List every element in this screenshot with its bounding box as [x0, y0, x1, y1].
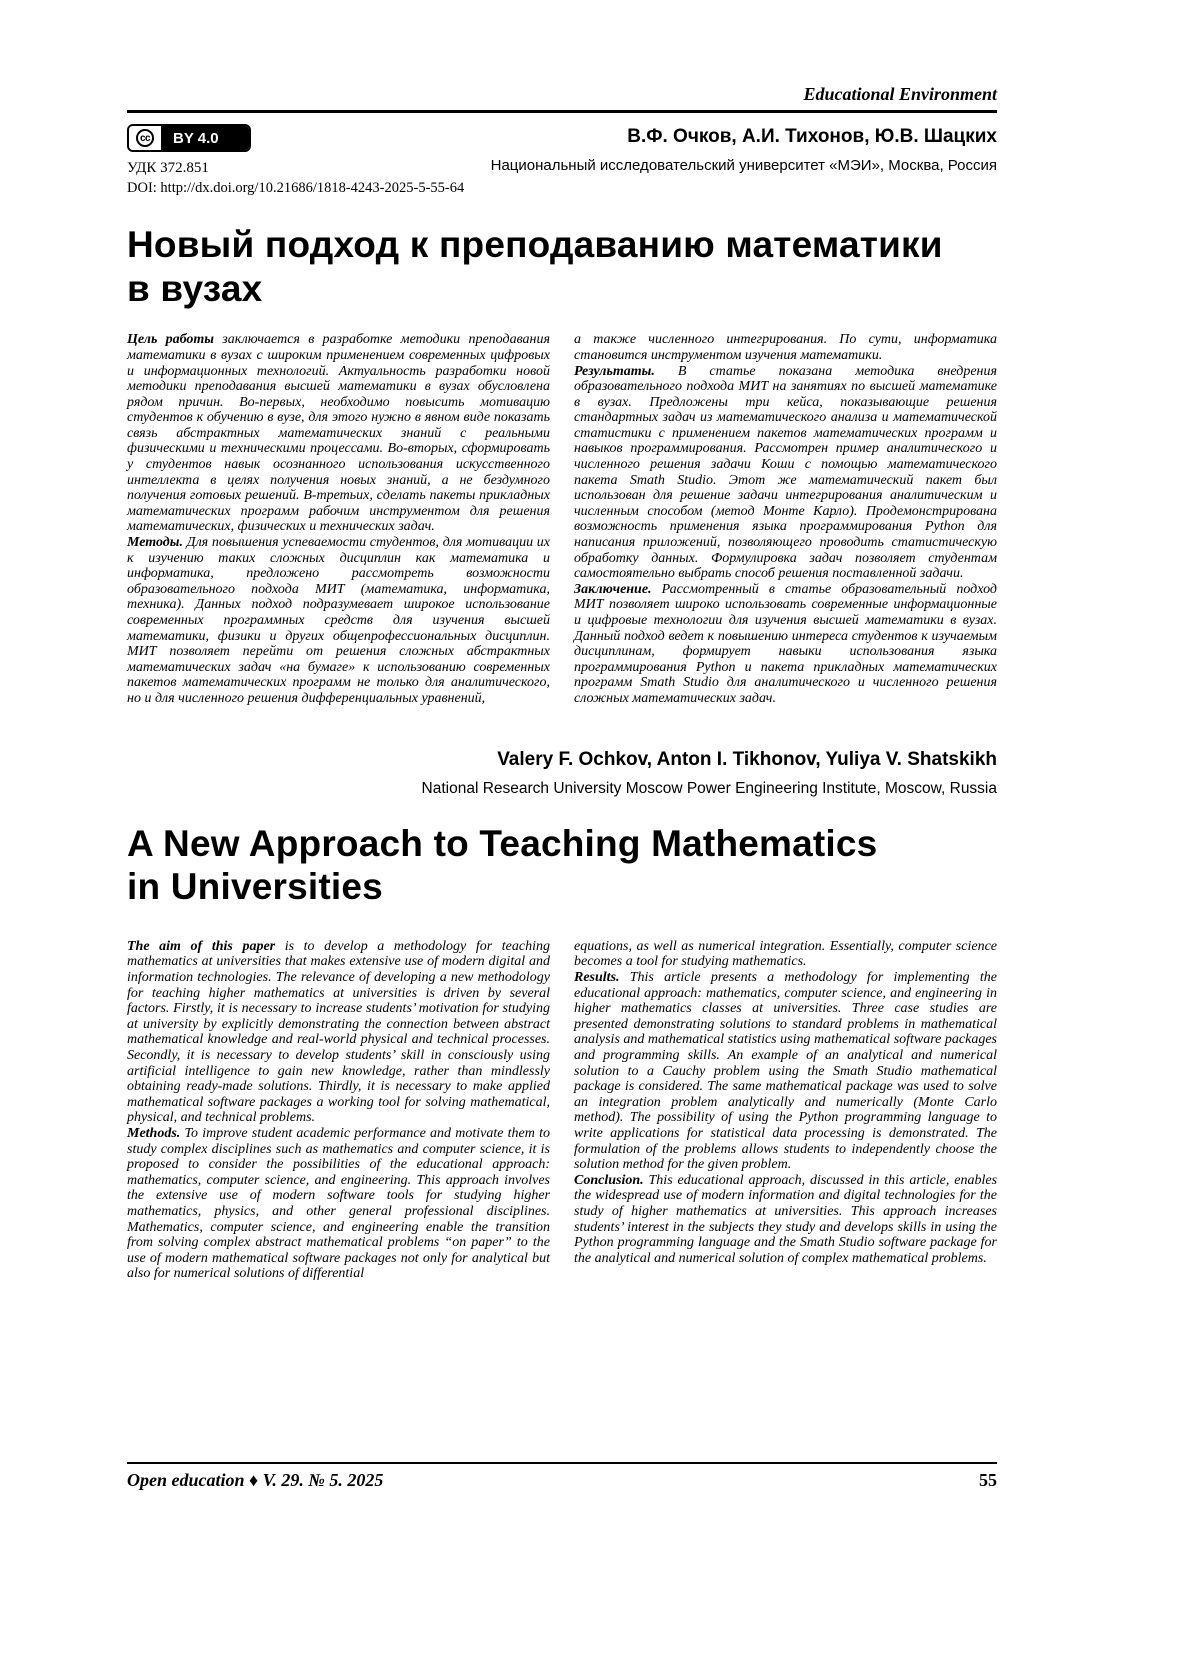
abstract-paragraph — [127, 332, 550, 535]
paragraph-lead: Заключение. — [574, 581, 662, 597]
title-en-line1: A New Approach to Teaching Mathematics — [127, 822, 878, 864]
journal-volume-line: Open education ♦ V. 29. № 5. 2025 — [127, 1470, 384, 1490]
paragraph-lead: Методы. — [127, 535, 187, 551]
abstract-paragraph — [127, 535, 550, 707]
paragraph-text: В статье показана методика внедрения образовательного подхода МИТ на занятиях по высшей математике в вузах. Предложены три кейса, показывающие решения стандартных задач из математического анализа и математической статистики с применением пакетов математических программ и навыков программирования. Рассмотрен пример аналитического и численного решения задачи Коши с помощью математического пакета Smath Studio. Этот же математический пакет был использован для решение задачи интегрирования аналитическим и численным способом (метод Монте Карло). Продемонстрирована возможность применения языка программирования Python для написания приложений, позволяющего проводить статистическую обработку данных. Формулировка задач позволяет студентам самостоятельно выбрать способ решения поставленной задачи. — [574, 363, 997, 582]
abstract-paragraph — [574, 939, 997, 970]
abstract-en — [127, 939, 997, 1282]
paragraph-lead: Conclusion. — [574, 1172, 649, 1188]
cc-icon — [129, 126, 161, 150]
abstract-ru — [127, 332, 997, 706]
abstract-ru-left-column — [127, 332, 550, 706]
paragraph-lead: Результаты. — [574, 363, 678, 379]
paragraph-lead: Methods. — [127, 1126, 185, 1141]
title-ru-line1: Новый подход к преподаванию математики — [127, 224, 943, 265]
paragraph-text: а также численного интегрирования. По сути, информатика становится инструментом изучения математики. — [574, 332, 997, 363]
paragraph-text: To improve student academic performance and motivate them to study complex disciplines such as mathematics and computer science, it is proposed to consider the possibilities of the educational approach: mathematics, computer science, and engineering. This approach involves the extensive use of modern software tools for studying higher mathematics, physics, and other general professional disciplines. Mathematics, computer science, and engineering enable the transition from solving complex abstract mathematical problems “on paper” to the use of modern mathematical software packages not only for analytical but also for numerical solutions of differential — [127, 1126, 550, 1282]
udk-code: УДК 372.851 — [127, 160, 209, 176]
page-content — [127, 0, 997, 1282]
running-head — [127, 0, 997, 113]
abstract-paragraph — [574, 970, 997, 1173]
paragraph-lead: The aim of this paper — [127, 938, 285, 954]
footer-row — [127, 1470, 997, 1491]
authors-ru: В.Ф. Очков, А.И. Тихонов, Ю.В. Шацких — [627, 126, 997, 147]
doi-link[interactable]: DOI: http://dx.doi.org/10.21686/1818-4243-2025-5-55-64 — [127, 180, 465, 196]
header-divider — [127, 110, 997, 113]
meta-row — [127, 124, 997, 197]
meta-right — [491, 124, 997, 174]
cc-by-license-badge[interactable] — [127, 124, 251, 152]
authors-en-block — [127, 749, 997, 798]
abstract-paragraph — [127, 939, 550, 1126]
running-head-title: Educational Environment — [803, 84, 997, 104]
abstract-paragraph — [574, 332, 997, 363]
article-title-en — [127, 822, 997, 909]
title-ru-line2: в вузах — [127, 267, 263, 309]
article-title-ru — [127, 223, 997, 310]
paragraph-text: заключается в разработке методики преподавания математики в вузах с широким применением современных цифровых и информационных технологий. Актуальность разработки новой методики преподавания высшей математики в вузах обусловлена рядом причин. Во-первых, необходимо повысить мотивацию студентов к обучению в вузе, для этого нужно в явном виде показать связь абстрактных математических знаний с реальными физическими и техническими процессами. Во-вторых, сформировать у студентов навык осознанного использования искусственного интеллекта в целях получения новых знаний, а не бездумного получения готовых решений. В-третьих, сделать пакеты прикладных математических программ рабочим инструментом для решения математических, физических и технических задач. — [127, 332, 550, 535]
abstract-en-left-column — [127, 939, 550, 1282]
paragraph-text: This article presents a methodology for implementing the educational approach: mathematics, computer science, and engineering in higher mathematics classes at universities. Three case studies are presented demonstrating solutions to standard problems in mathematical analysis and mathematical statistics using mathematical software packages and programming skills. An example of an analytical and numerical solution to a Cauchy problem using the Smath Studio mathematical package is considered. The same mathematical package was used to solve an integration problem analytically and numerically (Monte Carlo method). The possibility of using the Python programming language to write applications for statistical data processing is demonstrated. The formulation of the problems allows students to independently choose the solution method for the given problem. — [574, 970, 998, 1173]
paragraph-text: is to develop a methodology for teaching mathematics at universities that makes extensive use of modern digital and information technologies. The relevance of developing a new methodology for teaching higher mathematics at universities is driven by several factors. Firstly, it is necessary to increase students’ motivation for studying at university by explicitly demonstrating the connection between abstract mathematical knowledge and real-world physical and technical processes. Secondly, it is necessary to develop students’ skill in consciously using artificial intelligence to gain new knowledge, rather than mindlessly obtaining ready-made solutions. Thirdly, it is necessary to make applied mathematical software packages a working tool for solving mathematical, physical, and technical problems. — [127, 938, 550, 1126]
abstract-en-right-column — [574, 939, 997, 1282]
paragraph-text: Рассмотренный в статье образовательный подход МИТ позволяет широко использовать современные информационные и цифровые технологии для изучения высшей математики в вузах. Данный подход ведет к повышению интереса студентов к изучаемым дисциплинам, формирует навыки использования языка программирования Python и пакета прикладных математических программ Smath Studio для аналитического и численного решения сложных математических задач. — [574, 581, 998, 706]
authors-en: Valery F. Ochkov, Anton I. Tikhonov, Yuliya V. Shatskikh — [497, 748, 997, 770]
abstract-paragraph — [574, 1173, 997, 1267]
abstract-paragraph — [127, 1126, 550, 1282]
license-label: BY 4.0 — [161, 126, 249, 150]
meta-left — [127, 124, 464, 197]
affiliation-en: National Research University Moscow Power Engineering Institute, Moscow, Russia — [421, 779, 997, 797]
page-number: 55 — [979, 1470, 997, 1490]
abstract-paragraph — [574, 364, 997, 582]
cc-circle-icon: cc — [136, 129, 154, 147]
paragraph-text: Для повышения успеваемости студентов, для мотивации их к изучению таких сложных дисциплин как математика и информатика, предложено рассмотреть возможности образовательного подхода МИТ (математика, информатика, техника). Данных подход подразумевает широкое использование современных программных средств для изучения высшей математики, физики и других общепрофессиональных дисциплин. МИТ позволяет перейти от решения сложных абстрактных математических задач «на бумаге» к использованию современных пакетов математических программ не только для аналитического, но и для численного решения дифференциальных уравнений, — [127, 535, 550, 706]
paragraph-lead: Цель работы — [127, 332, 223, 348]
footer-divider — [127, 1462, 997, 1464]
affiliation-ru: Национальный исследовательский университет «МЭИ», Москва, Россия — [490, 157, 997, 174]
paragraph-lead: Results. — [574, 970, 630, 986]
abstract-paragraph — [574, 582, 997, 707]
title-en-line2: in Universities — [127, 866, 383, 908]
page-footer — [127, 1462, 997, 1491]
abstract-ru-right-column — [574, 332, 997, 706]
paragraph-text: This educational approach, discussed in this article, enables the widespread use of modern information and digital technologies for the study of higher mathematics at universities. This approach increases students’ interest in the subjects they study and develops skills in using the Python programming language and the Smath Studio software package for the analytical and numerical solution of complex mathematical problems. — [574, 1172, 998, 1266]
paragraph-text: equations, as well as numerical integration. Essentially, computer science becomes a tool for studying mathematics. — [574, 938, 997, 970]
